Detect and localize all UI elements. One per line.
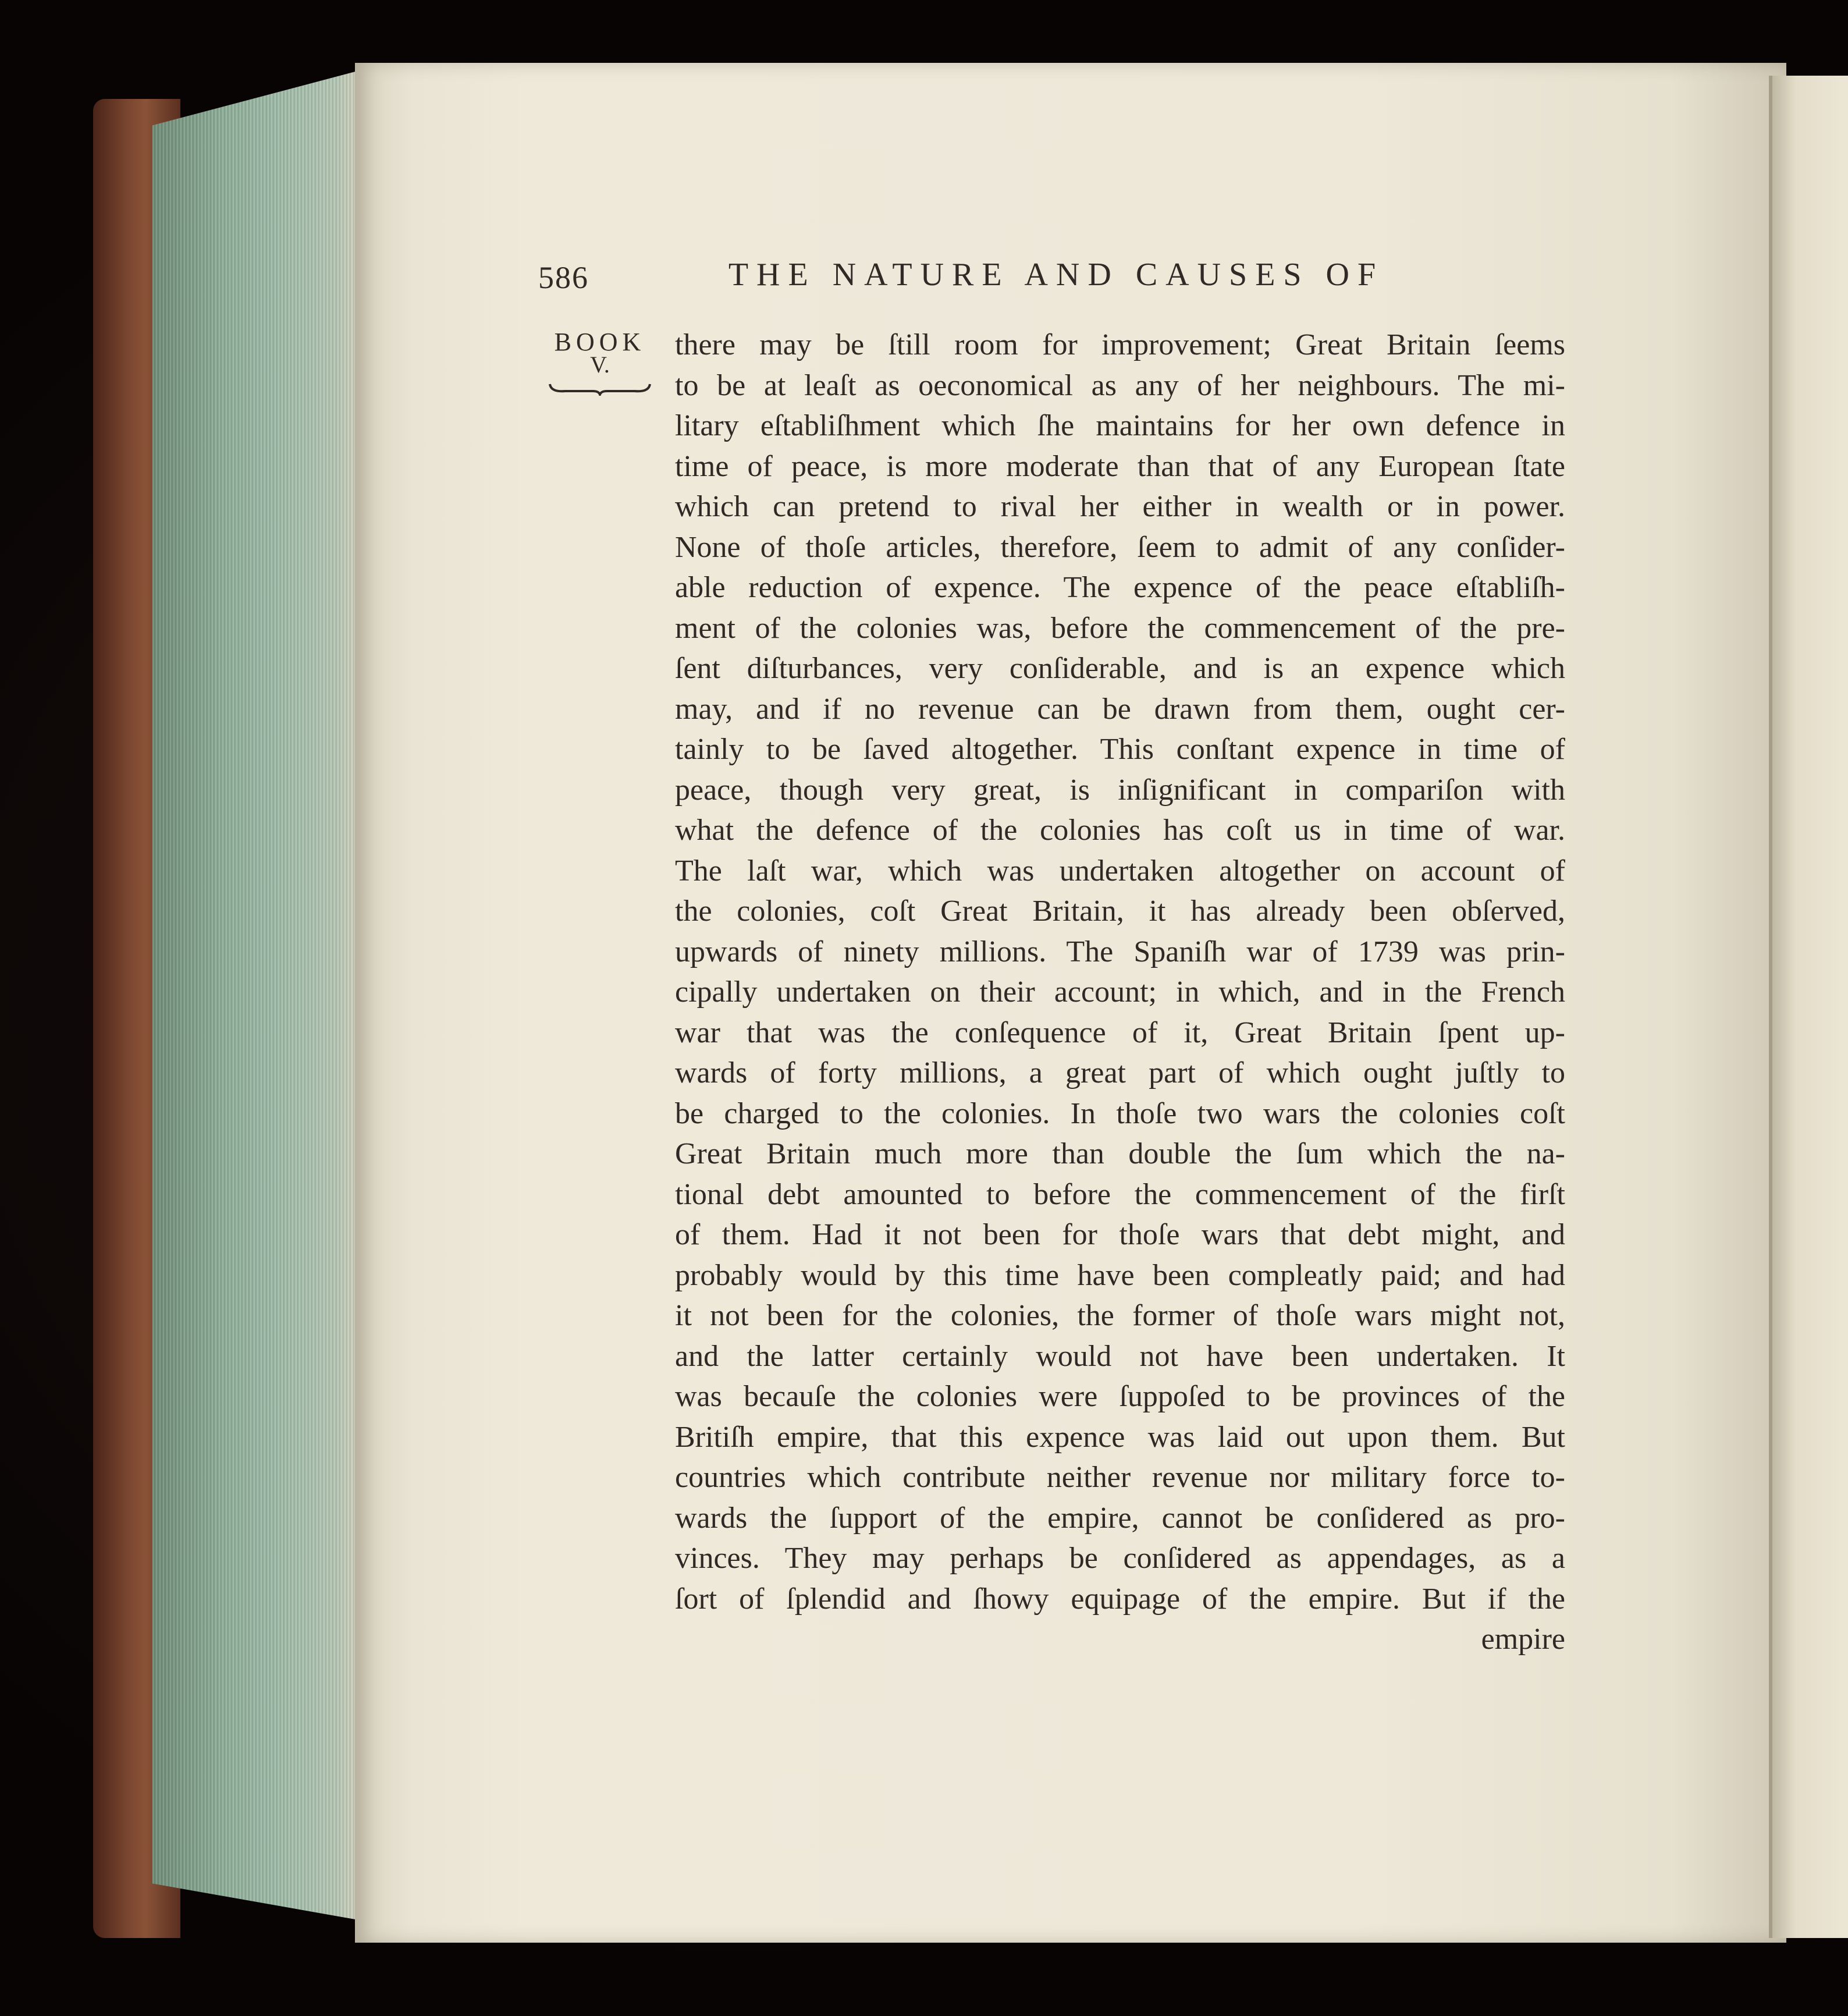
text-line: there may be ſtill room for improvement; Great Britain ſeems [675,328,1565,361]
brace-ornament-icon [548,378,652,396]
text-line: to be at leaſt as oeconomical as any of her neighbours. The mi- [675,368,1565,402]
page-block-edges [152,70,362,1921]
text-line: Great Britain much more than double the ſum which the na- [675,1137,1565,1170]
text-line: and the latter certainly would not have been undertaken. It [675,1339,1565,1373]
margin-book-label: BOOK [554,328,646,356]
facing-page-edge [1769,76,1848,1938]
text-line: able reduction of expence. The expence of the peace eſtabliſh- [675,571,1565,604]
text-line: litary eſtabliſhment which ſhe maintains for her own defence in [675,409,1565,442]
text-line: None of thoſe articles, therefore, ſeem to admit of any conſider- [675,530,1565,564]
text-line: which can pretend to rival her either in wealth or in power. [675,490,1565,523]
text-line: of them. Had it not been for thoſe wars that debt might, and [675,1218,1565,1251]
text-line: ment of the colonies was, before the commencement of the pre- [675,611,1565,645]
text-line: ſort of ſplendid and ſhowy equipage of the empire. But if the [675,1582,1565,1616]
margin-volume-label: V. [590,352,610,378]
catchword: empire [1481,1623,1565,1656]
text-line: Britiſh empire, that this expence was laid out upon them. But [675,1420,1565,1454]
text-line: war that was the conſequence of it, Great Britain ſpent up- [675,1016,1565,1049]
text-line: what the defence of the colonies has coſt us in time of war. [675,814,1565,847]
text-line: the colonies, coſt Great Britain, it has already been obſerved, [675,895,1565,928]
text-line: cipally undertaken on their account; in which, and in the French [675,975,1565,1009]
text-line: tional debt amounted to before the commencement of the firſt [675,1177,1565,1211]
text-line: it not been for the colonies, the former of thoſe wars might not, [675,1299,1565,1332]
text-line: wards of forty millions, a great part of which ought juſtly to [675,1056,1565,1089]
text-line: tainly to be ſaved altogether. This conſtant expence in time of [675,733,1565,766]
text-line: wards the ſupport of the empire, cannot be conſidered as pro- [675,1501,1565,1535]
text-line: ſent diſturbances, very conſiderable, and is an expence which [675,652,1565,685]
text-line: upwards of ninety millions. The Spaniſh war of 1739 was prin- [675,935,1565,968]
text-line: peace, though very great, is inſignificant in compariſon with [675,773,1565,807]
text-line: probably would by this time have been compleatly paid; and had [675,1258,1565,1292]
text-line: time of peace, is more moderate than that of any European ſtate [675,449,1565,483]
text-line: vinces. They may perhaps be conſidered as appendages, as a [675,1542,1565,1575]
text-line: may, and if no revenue can be drawn from them, ought cer- [675,692,1565,726]
page-number: 586 [538,260,589,295]
running-title: THE NATURE AND CAUSES OF [728,257,1384,293]
margin-note [545,329,655,396]
text-line: be charged to the colonies. In thoſe two wars the colonies coſt [675,1096,1565,1130]
text-line: countries which contribute neither revenue nor military force to- [675,1461,1565,1494]
text-line: was becauſe the colonies were ſuppoſed to be provinces of the [675,1380,1565,1413]
text-line: The laſt war, which was undertaken altogether on account of [675,854,1565,888]
body-text [675,325,1565,1660]
